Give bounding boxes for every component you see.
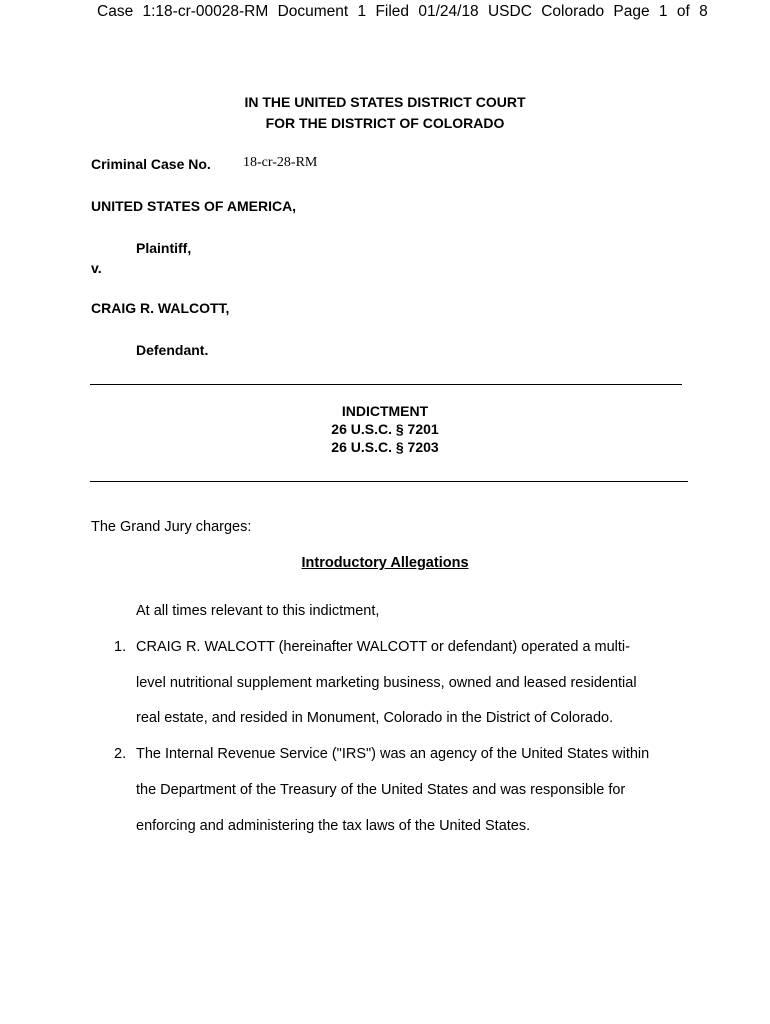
lead-in: At all times relevant to this indictment, xyxy=(136,603,380,619)
paragraph-1-line-1: CRAIG R. WALCOTT (hereinafter WALCOTT or defendant) operated a multi- xyxy=(136,639,630,655)
paragraph-2-line-3: enforcing and administering the tax laws of the United States. xyxy=(136,818,531,834)
paragraph-1-number: 1. xyxy=(114,639,127,655)
plaintiff-name: UNITED STATES OF AMERICA, xyxy=(91,198,297,214)
paragraph-2-line-2: the Department of the Treasury of the United States and was responsible for xyxy=(136,782,626,798)
court-name-line-2: FOR THE DISTRICT OF COLORADO xyxy=(265,115,505,131)
section-heading: Introductory Allegations xyxy=(301,555,469,571)
paragraph-2-line-1: The Internal Revenue Service ("IRS") was an agency of the United States within xyxy=(136,746,650,762)
defendant-role: Defendant. xyxy=(136,342,209,358)
plaintiff-role: Plaintiff, xyxy=(136,240,192,256)
paragraph-2-number: 2. xyxy=(114,746,127,762)
paragraph-1-line-2: level nutritional supplement marketing business, owned and leased residential xyxy=(136,675,637,691)
ecf-header-stamp: Case 1:18-cr-00028-RM Document 1 Filed 01/24/18 USDC Colorado Page 1 of 8 xyxy=(97,3,708,20)
statute-citation-2: 26 U.S.C. § 7203 xyxy=(331,439,439,455)
grand-jury-intro: The Grand Jury charges: xyxy=(91,519,252,535)
document-title: INDICTMENT xyxy=(341,403,429,419)
versus: v. xyxy=(91,260,102,276)
statute-citation-1: 26 U.S.C. § 7201 xyxy=(331,421,439,437)
paragraph-1-line-3: real estate, and resided in Monument, Colorado in the District of Colorado. xyxy=(136,710,614,726)
defendant-name: CRAIG R. WALCOTT, xyxy=(91,300,230,316)
caption-bottom-rule xyxy=(90,481,688,482)
court-name-line-1: IN THE UNITED STATES DISTRICT COURT xyxy=(244,94,526,110)
caption-top-rule xyxy=(90,384,682,385)
case-number-label: Criminal Case No. xyxy=(91,156,211,172)
case-number-value: 18-cr-28-RM xyxy=(243,155,318,170)
